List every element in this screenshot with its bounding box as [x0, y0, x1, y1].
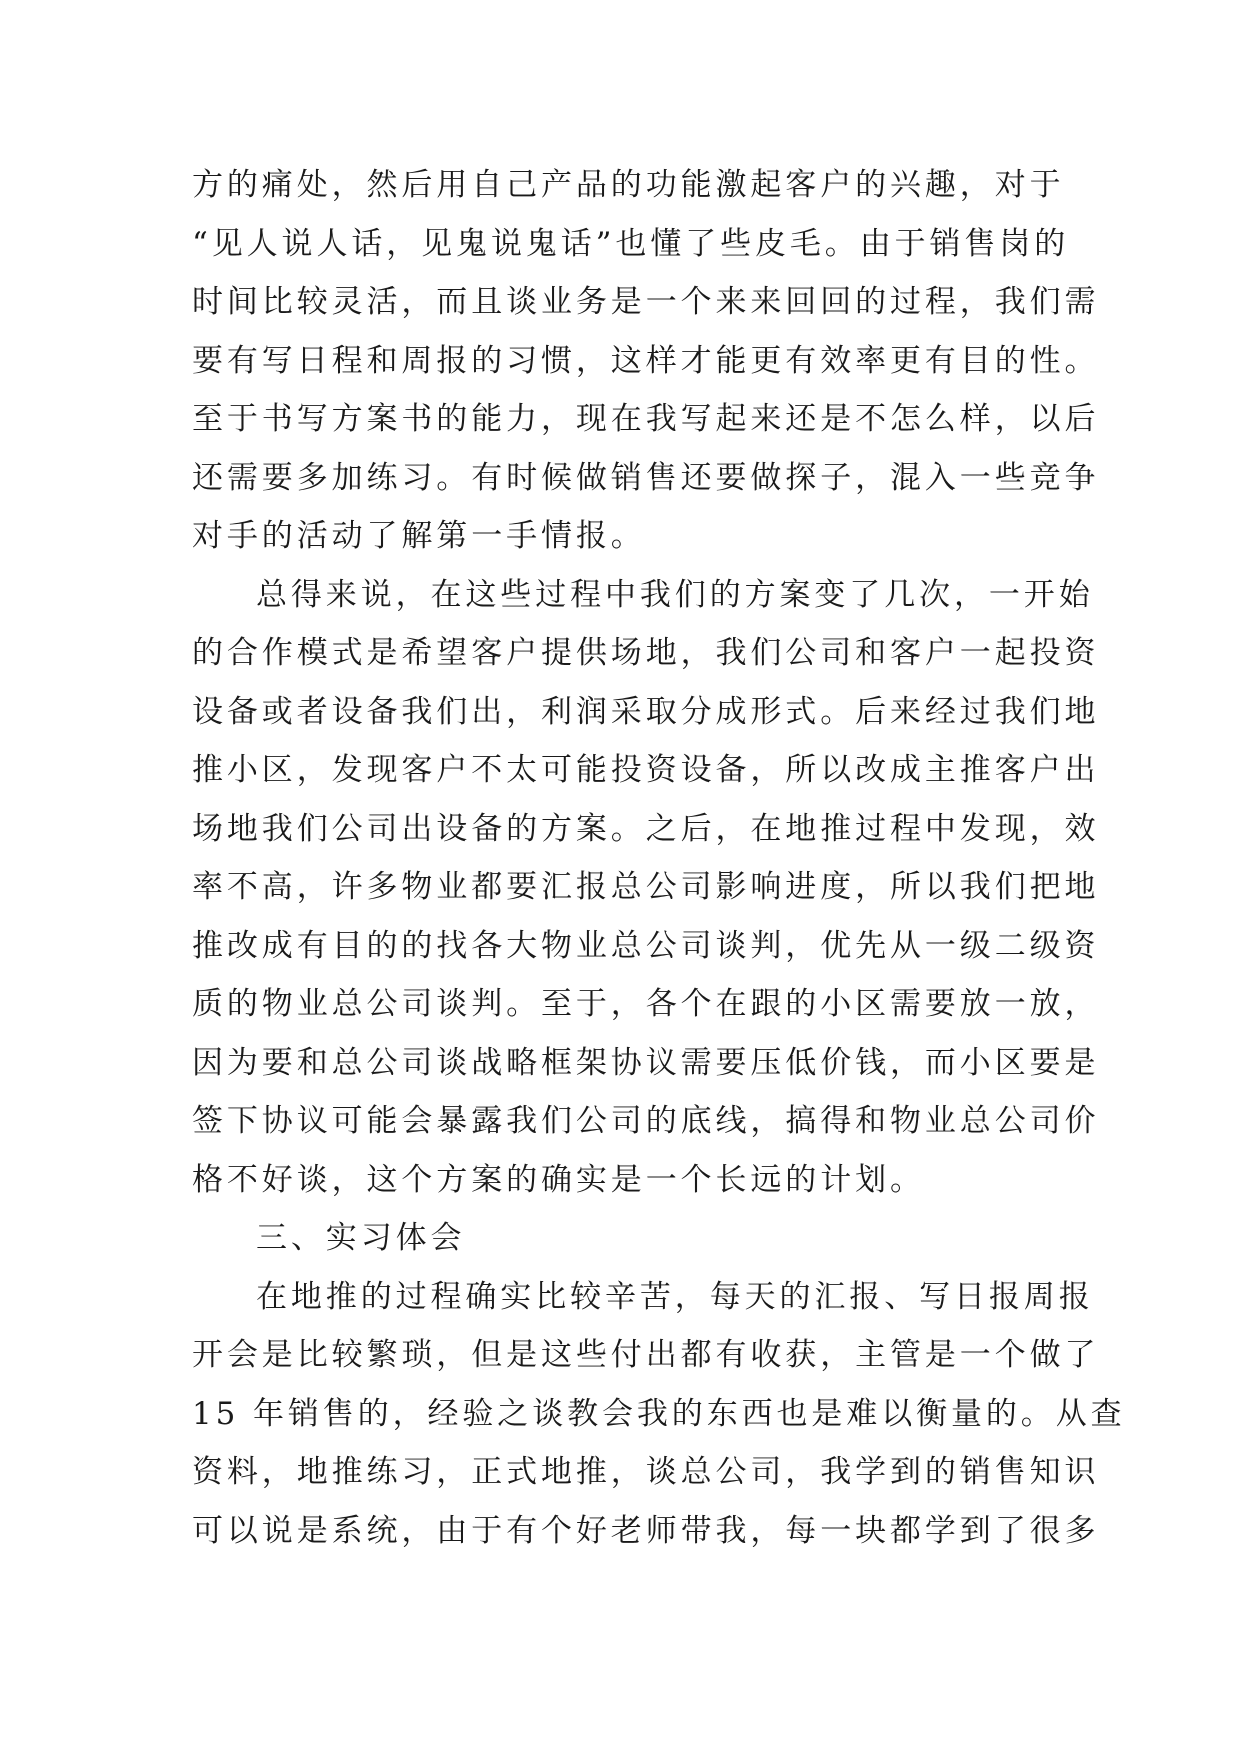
paragraph-line: 方的痛处，然后用自己产品的功能激起客户的兴趣，对于 — [192, 167, 1065, 203]
paragraph-line: 时间比较灵活，而且谈业务是一个来来回回的过程，我们需 — [192, 284, 1100, 320]
paragraph-line: 推小区，发现客户不太可能投资设备，所以改成主推客户出 — [192, 752, 1100, 788]
paragraph-line: 可以说是系统，由于有个好老师带我，每一块都学到了很多 — [192, 1512, 1100, 1549]
paragraph-line: 因为要和总公司谈战略框架协议需要压低价钱，而小区要是 — [192, 1044, 1100, 1081]
paragraph-line: 场地我们公司出设备的方案。之后，在地推过程中发现，效 — [192, 810, 1100, 847]
paragraph-line: 资料，地推练习，正式地推，谈总公司，我学到的销售知识 — [192, 1454, 1100, 1490]
paragraph-line: 格不好谈，这个方案的确实是一个长远的计划。 — [192, 1161, 925, 1198]
paragraph-line: 要有写日程和周报的习惯，这样才能更有效率更有目的性。 — [192, 342, 1100, 379]
paragraph-line: “见人说人话，见鬼说鬼话”也懂了些皮毛。由于销售岗的 — [192, 225, 1070, 262]
document-body — [192, 156, 1126, 1560]
paragraph-line: 设备或者设备我们出，利润采取分成形式。后来经过我们地 — [192, 693, 1100, 730]
paragraph-line: 的合作模式是希望客户提供场地，我们公司和客户一起投资 — [192, 635, 1100, 671]
paragraph-line: 率不高，许多物业都要汇报总公司影响进度，所以我们把地 — [192, 869, 1100, 905]
paragraph-first-line: 在地推的过程确实比较辛苦，每天的汇报、写日报周报 — [256, 1278, 1094, 1315]
paragraph-line: 开会是比较繁琐，但是这些付出都有收获，主管是一个做了 — [192, 1337, 1100, 1373]
section-heading: 三、实习体会 — [256, 1220, 466, 1256]
paragraph-line: 推改成有目的的找各大物业总公司谈判，优先从一级二级资 — [192, 927, 1100, 964]
paragraph-line: 对手的活动了解第一手情报。 — [192, 518, 646, 554]
paragraph-line: 质的物业总公司谈判。至于，各个在跟的小区需要放一放， — [192, 986, 1100, 1022]
paragraph-line: 15 年销售的，经验之谈教会我的东西也是难以衡量的。从查 — [192, 1395, 1126, 1432]
paragraph-line: 至于书写方案书的能力，现在我写起来还是不怎么样，以后 — [192, 401, 1100, 437]
paragraph-line: 还需要多加练习。有时候做销售还要做探子，混入一些竞争 — [192, 459, 1100, 496]
paragraph-line: 签下协议可能会暴露我们公司的底线，搞得和物业总公司价 — [192, 1103, 1100, 1139]
paragraph-first-line: 总得来说，在这些过程中我们的方案变了几次，一开始 — [256, 576, 1094, 613]
